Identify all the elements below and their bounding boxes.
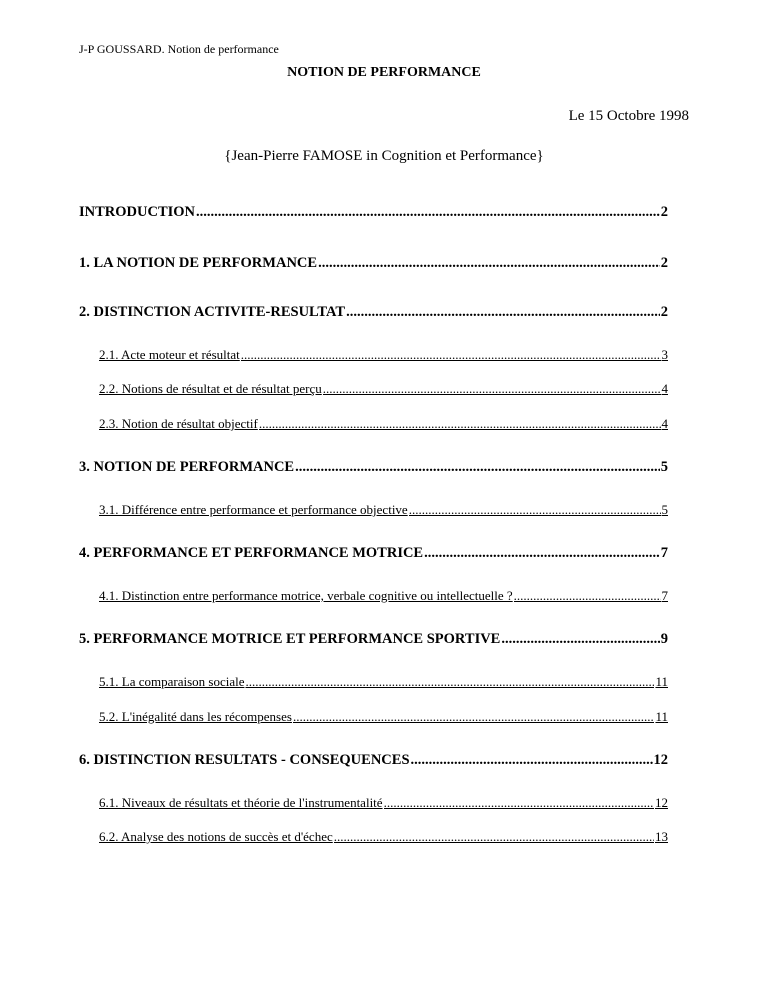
toc-entry-title: 1. LA NOTION DE PERFORMANCE (79, 255, 318, 271)
toc-entry[interactable] (99, 795, 668, 811)
document-date: Le 15 Octobre 1998 (568, 108, 689, 124)
toc-leader (318, 254, 660, 272)
toc-entry-title: 4. PERFORMANCE ET PERFORMANCE MOTRICE (79, 545, 424, 561)
toc-leader (259, 416, 661, 432)
toc-entry-page: 11 (655, 674, 668, 689)
toc-entry-title: INTRODUCTION (79, 204, 196, 220)
toc-entry-page: 2 (660, 304, 668, 320)
toc-entry[interactable] (79, 458, 668, 476)
toc-entry-page: 13 (655, 829, 668, 844)
toc-entry-page: 12 (653, 752, 668, 768)
toc-entry-title: 4.1. Distinction entre performance motrice, verbale cognitive ou intellectuelle ? (99, 588, 513, 603)
toc-entry[interactable] (79, 630, 668, 648)
toc-leader (514, 588, 661, 604)
toc-entry-title: 5.2. L'inégalité dans les récompenses (99, 709, 292, 724)
toc-entry-title: 2.1. Acte moteur et résultat (99, 347, 240, 362)
toc-leader (384, 795, 654, 811)
toc-entry-title: 6. DISTINCTION RESULTATS - CONSEQUENCES (79, 752, 410, 768)
toc-entry-title: 3. NOTION DE PERFORMANCE (79, 459, 295, 475)
toc-entry[interactable] (99, 709, 668, 725)
toc-entry-title: 6.1. Niveaux de résultats et théorie de l'instrumentalité (99, 795, 383, 810)
toc-entry[interactable] (99, 416, 668, 432)
toc-entry-title: 2. DISTINCTION ACTIVITE-RESULTAT (79, 304, 346, 320)
toc-leader (295, 458, 660, 476)
toc-entry[interactable] (79, 203, 668, 221)
document-title: NOTION DE PERFORMANCE (287, 65, 481, 80)
toc-entry-page: 4 (661, 381, 668, 396)
toc-entry-title: 2.2. Notions de résultat et de résultat perçu (99, 381, 322, 396)
toc-entry-page: 11 (655, 709, 668, 724)
toc-entry[interactable] (99, 588, 668, 604)
toc-entry[interactable] (79, 544, 668, 562)
toc-entry[interactable] (99, 502, 668, 518)
toc-entry-page: 5 (661, 502, 668, 517)
toc-leader (334, 829, 654, 845)
toc-entry-title: 5.1. La comparaison sociale (99, 674, 245, 689)
toc-entry-page: 7 (661, 588, 668, 603)
toc-leader (245, 674, 654, 690)
toc-entry-page: 3 (661, 347, 668, 362)
toc-entry[interactable] (79, 751, 668, 769)
toc-entry[interactable] (99, 674, 668, 690)
document-source: {Jean-Pierre FAMOSE in Cognition et Performance} (224, 148, 544, 164)
toc-entry[interactable] (79, 254, 668, 272)
toc-entry-page: 2 (660, 204, 668, 220)
toc-leader (501, 630, 659, 648)
toc-entry-page: 9 (660, 631, 668, 647)
toc-leader (409, 502, 661, 518)
toc-entry-title: 6.2. Analyse des notions de succès et d'échec (99, 829, 333, 844)
toc-entry[interactable] (99, 347, 668, 363)
toc-leader (196, 203, 660, 221)
toc-entry-title: 2.3. Notion de résultat objectif (99, 416, 258, 431)
toc-entry-title: 3.1. Différence entre performance et performance objective (99, 502, 408, 517)
toc-entry-page: 7 (660, 545, 668, 561)
toc-leader (241, 347, 661, 363)
toc-entry[interactable] (79, 303, 668, 321)
toc-entry-page: 4 (661, 416, 668, 431)
toc-entry-page: 2 (660, 255, 668, 271)
toc-entry-page: 12 (655, 795, 668, 810)
toc-leader (411, 751, 653, 769)
toc-entry[interactable] (99, 381, 668, 397)
toc-entry-page: 5 (660, 459, 668, 475)
toc-leader (323, 381, 661, 397)
toc-leader (293, 709, 655, 725)
toc-entry[interactable] (99, 829, 668, 845)
toc-leader (346, 303, 660, 321)
toc-leader (424, 544, 660, 562)
running-header: J-P GOUSSARD. Notion de performance (79, 42, 279, 56)
toc-entry-title: 5. PERFORMANCE MOTRICE ET PERFORMANCE SPORTIVE (79, 631, 501, 647)
